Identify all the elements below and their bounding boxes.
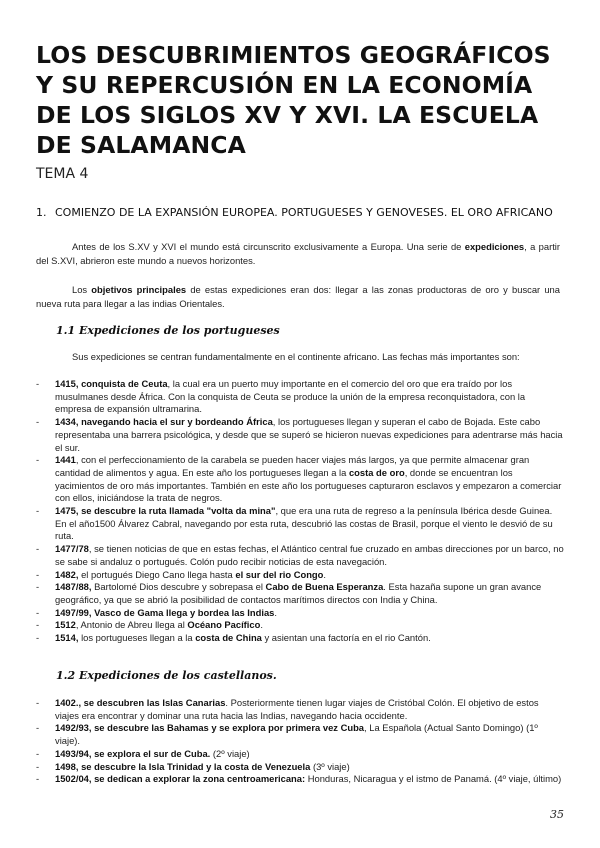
list-item: - 1482, el portugués Diego Cano llega hasta el sur del rio Congo. [36,568,326,580]
portuguese-expeditions-list [36,378,564,645]
section-number: 1. [36,206,47,219]
paragraph-intro: Antes de los S.XV y XVI el mundo está circunscrito exclusivamente a Europa. Una serie de expediciones, a partir del S.XVI, abrieron este mundo a nuevos horizontes. [36,241,561,266]
list-item: - 1512, Antonio de Abreu llega al Océano Pacífico. [36,619,263,631]
section-1-heading [36,206,566,220]
subsection-1-1-intro: Sus expediciones se centran fundamentalmente en el continente africano. Las fechas más importantes son: [72,351,520,362]
list-item: - 1502/04, se dedican a explorar la zona centroamericana: Honduras, Nicaragua y el istmo de Panamá. (4º viaje, último) [36,773,562,785]
page-title: LOS DESCUBRIMIENTOS GEOGRÁFICOS Y SU REPERCUSIÓN EN LA ECONOMÍA DE LOS SIGLOS XV Y XVI. LA ESCUELA DE SALAMANCA [36,41,551,159]
castilian-expeditions-list [36,697,564,786]
paragraph-objectives: Los objetivos principales de estas expediciones eran dos: llegar a las zonas productoras de oro y buscar una nueva ruta para llegar a las indias Orientales. [36,284,560,309]
list-item: - 1434, navegando hacia el sur y bordeando África, los portugueses llegan y superan el cabo de Bojada. Este cabo representaba una barrera psicológica, y desde que se superó se hicieron nuevas expediciones para adentrarse más hacia el sur. [36,416,563,453]
list-item: - 1415, conquista de Ceuta, la cual era un puerto muy importante en el comercio del oro que era traído por los musulmanes desde África. Con la conquista de Ceuta se produce la unión de la empresa reconquistadora, con la empresa de expansión ultramarina. [36,378,526,415]
list-item: - 1497/99, Vasco de Gama llega y bordea las Indias. [36,606,277,618]
bold-term: expediciones [464,241,525,252]
list-item: - 1475, se descubre la ruta llamada "volta da mina", que era una ruta de regreso a la península Ibérica desde Guinea. En el año1500 Álvarez Cabral, navegando por esta ruta, descubrió las costas de Brasil, porque el viento le desvió de su ruta. [36,505,553,542]
list-item: - 1402., se descubren las Islas Canarias. Posteriormente tienen lugar viajes de Cristóbal Colón. El objetivo de estos viajes era encontrar y dominar una ruta hacia las Indias, navegando hacia occidente. [36,697,539,721]
section-title: COMIENZO DE LA EXPANSIÓN EUROPEA. PORTUGUESES Y GENOVESES. EL ORO AFRICANO [55,206,553,219]
list-item: - 1492/93, se descubre las Bahamas y se explora por primera vez Cuba, La Española (Actual Santo Domingo) (1º viaje). [36,722,538,747]
page-number: 35 [550,808,564,821]
bold-term: objetivos principales [91,284,187,295]
subsection-1-2-title: 1.2 Expediciones de los castellanos. [56,669,277,682]
list-item: - 1493/94, se explora el sur de Cuba. (2º viaje) [36,747,250,759]
tema-label: TEMA 4 [36,166,89,182]
list-item: - 1498, se descubre la Isla Trinidad y la costa de Venezuela (3º viaje) [36,760,350,772]
list-item: - 1477/78, se tienen noticias de que en estas fechas, el Atlántico central fue cruzado en ambas direcciones por un barco, no se sabe si andaluz o portugués. Colón pudo recibir noticias de esta navegación. [36,543,564,567]
list-item: - 1441, con el perfeccionamiento de la carabela se pueden hacer viajes más largos, ya que permite almacenar gran cantidad de alimentos y agua. En este año los portugueses llegan a la costa de oro, donde se encuentran los yacimientos de oro más importantes. También en este año los portugueses capturaron esclavos y empezaron a comerciar con ellos, iniciándose la trata de negros. [36,454,562,504]
subsection-1-1-title: 1.1 Expediciones de los portugueses [56,324,280,337]
list-item: - 1487/88, Bartolomé Dios descubre y sobrepasa el Cabo de Buena Esperanza. Esta hazaña supone un gran avance geográfico, ya que se abrió la posibilidad de contactos marítimos directos con India y China. [36,581,542,605]
list-item: - 1514, los portugueses llegan a la costa de China y asientan una factoría en el rio Cantón. [36,632,431,644]
